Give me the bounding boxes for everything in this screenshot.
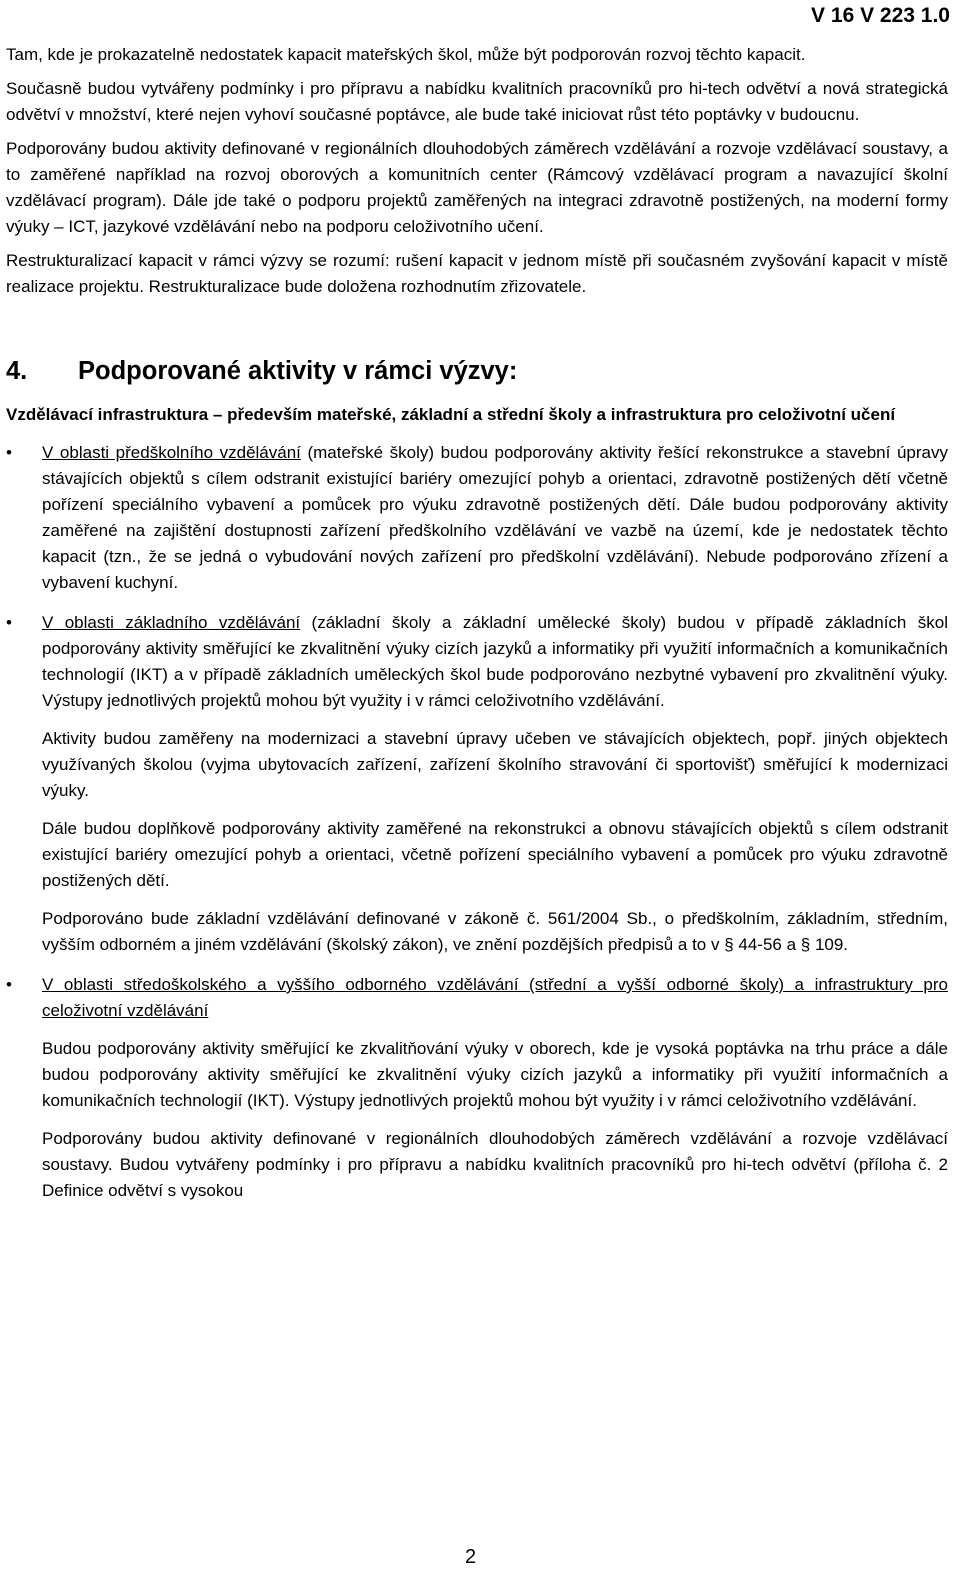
- list-item-paragraph: [42, 610, 948, 714]
- page-number: 2: [465, 1546, 477, 1568]
- list-item-paragraph: [42, 440, 948, 596]
- infrastructure-heading: Vzdělávací infrastruktura – především mateřské, základní a střední školy a infrastruktura pro celoživotní učení: [6, 405, 896, 424]
- intro-paragraph-4: Restrukturalizací kapacit v rámci výzvy se rozumí: rušení kapacit v jednom místě při současném zvyšování kapacit v místě realizace projektu. Restrukturalizace bude doložena rozhodnutím zřizovatele.: [6, 251, 948, 296]
- intro-paragraph-3: Podporovány budou aktivity definované v regionálních dlouhodobých záměrech vzdělávání a rozvoje vzdělávací soustavy, a to zaměřené například na rozvoj oborových a komunitních center (Rámcový vzdělávací program a navazující školní vzdělávací program). Dále jde také o podporu projektů zaměřených na integraci zdravotně postižených, na moderní formy výuky – ICT, jazykové vzdělávání nebo na podporu celoživotního učení.: [6, 139, 948, 236]
- list-item-subparagraph: Aktivity budou zaměřeny na modernizaci a stavební úpravy učeben ve stávajících objektech, popř. jiných objektech využívaných školou (vyjma ubytovacích zařízení, zařízení školního stravování či sportovišť) směřující k modernizaci výuky.: [42, 729, 948, 800]
- list-item-basic: [6, 610, 948, 958]
- list-item-preschool: [6, 440, 948, 596]
- document-body: [6, 42, 948, 1204]
- list-item-subparagraph: Budou podporovány aktivity směřující ke zkvalitňování výuky v oborech, kde je vysoká poptávka na trhu práce a dále budou podporovány aktivity směřující ke zkvalitnění výuky cizích jazyků a informatiky při využití informačních a komunikačních technologií (IKT). Výstupy jednotlivých projektů mohou být využity i v rámci celoživotního vzdělávání.: [42, 1039, 948, 1110]
- list-item-label: V oblasti středoškolského a vyššího odborného vzdělávání (střední a vyšší odborné školy) a infrastruktury pro celoživotní vzdělávání: [42, 975, 948, 1020]
- list-item-label: V oblasti předškolního vzdělávání: [42, 443, 301, 462]
- bullet-icon: •: [6, 613, 12, 632]
- list-item-paragraph: [42, 972, 948, 1024]
- bullet-icon: •: [6, 443, 12, 462]
- list-item-subparagraph: Dále budou doplňkově podporovány aktivity zaměřené na rekonstrukci a obnovu stávajících objektů s cílem odstranit existující bariéry omezující pohyb a orientaci, včetně pořízení speciálního vybavení a pomůcek pro výuku zdravotně postižených dětí.: [42, 819, 948, 890]
- activity-list: [6, 440, 948, 1204]
- list-item-subparagraph: Podporováno bude základní vzdělávání definované v zákoně č. 561/2004 Sb., o předškolním, základním, středním, vyšším odborném a jiném vzdělávání (školský zákon), ve znění pozdějších předpisů a to v § 44-56 a § 109.: [42, 909, 948, 954]
- section-number: 4.: [6, 357, 28, 385]
- intro-paragraph-2: Současně budou vytvářeny podmínky i pro přípravu a nabídku kvalitních pracovníků pro hi-tech odvětví a nová strategická odvětví v množství, které nejen vyhoví současné poptávce, ale bude také iniciovat růst této poptávky v budoucnu.: [6, 79, 948, 124]
- section-title: Podporované aktivity v rámci výzvy:: [78, 357, 518, 385]
- list-item-text: (mateřské školy) budou podporovány aktivity řešící rekonstrukce a stavební úpravy stávajících objektů s cílem odstranit existující bariéry omezující pohyb a orientaci, zdravotně postižených dětí včetně pořízení speciálního vybavení a pomůcek pro výuku zdravotně postižených dětí. Dále budou podporovány aktivity zaměřené na zajištění dostupnosti zařízení předškolního vzdělávání ve vazbě na území, kde je nedostatek těchto kapacit (tzn., že se jedná o vybudování nových zařízení pro předškolní vzdělávání). Nebude podporováno zřízení a vybavení kuchyní.: [42, 443, 948, 592]
- section-heading: [6, 354, 948, 388]
- list-item-secondary: [6, 972, 948, 1204]
- list-item-label: V oblasti základního vzdělávání: [42, 613, 301, 632]
- intro-paragraph-1: Tam, kde je prokazatelně nedostatek kapacit mateřských škol, může být podporován rozvoj těchto kapacit.: [6, 45, 806, 64]
- list-item-subparagraph: Podporovány budou aktivity definované v regionálních dlouhodobých záměrech vzdělávání a rozvoje vzdělávací soustavy. Budou vytvářeny podmínky i pro přípravu a nabídku kvalitních pracovníků pro hi-tech odvětví (příloha č. 2 Definice odvětví s vysokou: [42, 1129, 948, 1200]
- document-code: V 16 V 223 1.0: [811, 4, 950, 27]
- bullet-icon: •: [6, 975, 12, 994]
- list-item-text: (základní školy a základní umělecké školy) budou v případě základních škol podporovány aktivity směřující ke zkvalitnění výuky cizích jazyků a informatiky při využití informačních a komunikačních technologií (IKT) a v případě základních uměleckých škol bude podporováno nezbytné vybavení pro zkvalitnění výuky. Výstupy jednotlivých projektů mohou být využity i v rámci celoživotního vzdělávání.: [42, 613, 948, 710]
